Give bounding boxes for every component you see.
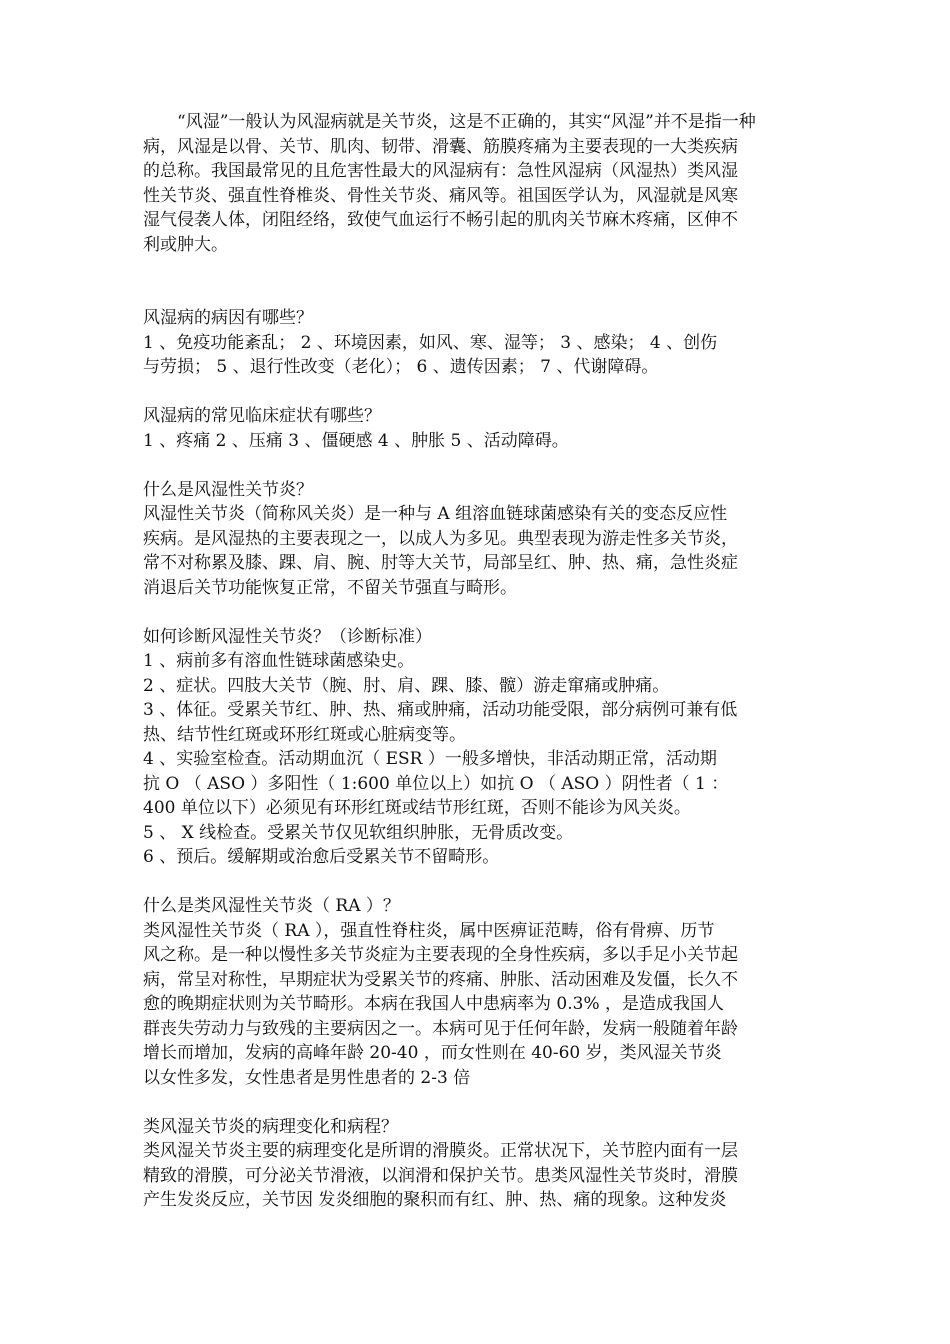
section-heading: 什么是类风湿性关节炎（ RA ）？ <box>143 896 400 916</box>
section-line: 增长而增加，发病的高峰年龄 20-40 ，而女性则在 40-60 岁，类风湿关节炎 <box>143 1043 722 1063</box>
section-line: 群丧失劳动力与致残的主要病因之一。本病可见于任何年龄，发病一般随着年龄 <box>143 1018 738 1039</box>
section-line: 4 、实验室检查。活动期血沉（ ESR ）一般多增快，非活动期正常，活动期 <box>143 749 717 769</box>
intro-line: 病，风湿是以骨、关节、肌肉、韧带、滑囊、筋膜疼痛为主要表现的一大类疾病 <box>143 136 738 157</box>
intro-line: 的总称。我国最常见的且危害性最大的风湿病有：急性风湿病（风湿热）类风湿 <box>143 161 738 181</box>
section-line: 1 、病前多有溶血性链球菌感染史。 <box>143 651 415 671</box>
section-line: 消退后关节功能恢复正常，不留关节强直与畸形。 <box>143 577 517 598</box>
section-diagnosis <box>143 625 813 870</box>
section-line: 1 、疼痛 2 、压痛 3 、僵硬感 4 、肿胀 5 、活动障碍。 <box>143 430 569 451</box>
section-line: 3 、体征。受累关节红、肿、热、痛或肿痛，活动功能受限，部分病例可兼有低 <box>143 700 738 720</box>
section-line: 抗 O （ ASO ）多阳性（ 1:600 单位以上）如抗 O （ ASO ）阴性者（ 1 ： <box>143 773 729 794</box>
intro-line: 性关节炎、强直性脊椎炎、骨性关节炎、痛风等。祖国医学认为，风湿就是风寒 <box>143 185 738 206</box>
section-pathology <box>143 1115 813 1213</box>
section-symptoms <box>143 404 813 453</box>
intro-line: “风湿”一般认为风湿病就是关节炎，这是不正确的，其实“风湿”并不是指一种 <box>177 112 756 132</box>
section-line: 精致的滑膜，可分泌关节滑液，以润滑和保护关节。患类风湿性关节炎时，滑膜 <box>143 1165 738 1186</box>
section-line: 病，常呈对称性，早期症状为受累关节的疼痛、肿胀、活动困难及发僵，长久不 <box>143 969 738 990</box>
section-heading: 风湿病的常见临床症状有哪些？ <box>143 406 381 426</box>
document-page <box>143 110 813 1213</box>
section-rheumatic-arthritis <box>143 478 813 601</box>
section-line: 风之称。是一种以慢性多关节炎症为主要表现的全身性疾病，多以手足小关节起 <box>143 945 738 965</box>
section-heading: 风湿病的病因有哪些？ <box>143 308 313 328</box>
intro-line: 利或肿大。 <box>143 234 228 255</box>
section-line: 6 、预后。缓解期或治愈后受累关节不留畸形。 <box>143 847 500 867</box>
section-line: 400 单位以下）必须见有环形红斑或结节形红斑，否则不能诊为风关炎。 <box>143 798 691 818</box>
section-line: 产生发炎反应，关节因 发炎细胞的聚积而有红、肿、热、痛的现象。这种发炎 <box>143 1190 727 1210</box>
section-line: 类风湿性关节炎（ RA ），强直性脊柱炎，属中医痹证范畴，俗有骨痹、历节 <box>143 920 715 941</box>
section-heading: 类风湿关节炎的病理变化和病程？ <box>143 1116 398 1137</box>
section-line: 类风湿关节炎主要的病理变化是所谓的滑膜炎。正常状况下，关节腔内面有一层 <box>143 1141 738 1161</box>
section-heading: 什么是风湿性关节炎？ <box>143 479 313 500</box>
section-line: 热、结节性红斑或环形红斑或心脏病变等。 <box>143 724 466 745</box>
section-heading: 如何诊断风湿性关节炎？（诊断标准） <box>143 626 432 647</box>
section-ra <box>143 894 813 1090</box>
section-line: 愈的晚期症状则为关节畸形。本病在我国人中患病率为 0.3% ，是造成我国人 <box>143 994 724 1014</box>
section-line: 常不对称累及膝、踝、肩、腕、肘等大关节，局部呈红、肿、热、痛，急性炎症 <box>143 553 738 573</box>
section-line: 5 、 X 线检查。受累关节仅见软组织肿胀，无骨质改变。 <box>143 822 574 843</box>
intro-line: 湿气侵袭人体，闭阻经络，致使气血运行不畅引起的肌肉关节麻木疼痛，区伸不 <box>143 210 738 230</box>
section-line: 与劳损； 5 、退行性改变（老化）； 6 、遗传因素； 7 、代谢障碍。 <box>143 357 659 377</box>
section-causes <box>143 306 813 380</box>
section-line: 以女性多发，女性患者是男性患者的 2-3 倍 <box>143 1067 471 1088</box>
section-line: 风湿性关节炎（简称风关炎）是一种与 A 组溶血链球菌感染有关的变态反应性 <box>143 504 728 524</box>
section-line: 1 、免疫功能紊乱； 2 、环境因素，如风、寒、湿等； 3 、感染； 4 、创伤 <box>143 332 718 353</box>
section-line: 疾病。是风湿热的主要表现之一，以成人为多见。典型表现为游走性多关节炎， <box>143 528 738 549</box>
section-line: 2 、症状。四肢大关节（腕、肘、肩、踝、膝、髋）游走窜痛或肿痛。 <box>143 675 670 696</box>
intro-paragraph <box>143 110 813 257</box>
